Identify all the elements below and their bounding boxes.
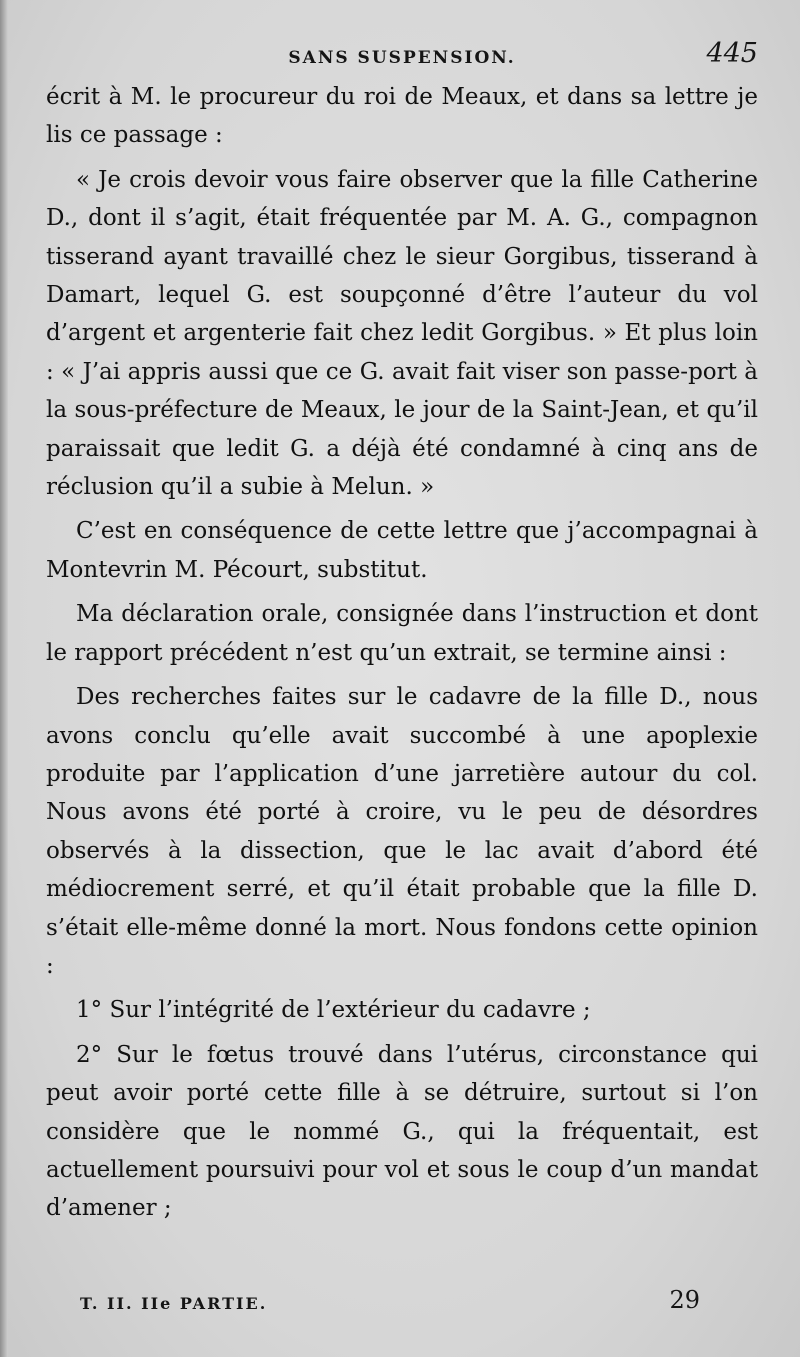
running-title: SANS SUSPENSION. bbox=[288, 48, 516, 68]
list-item-1: 1° Sur l’intégrité de l’extérieur du cadavre ; bbox=[76, 997, 591, 1024]
paragraph-findings: Des recherches faites sur le cadavre de la fille D., nous avons conclu qu’elle avait succombé à une apoplexie produite par l’application d’une jarretière autour du col. Nous avons été porté à croire, vu le peu de désordres observés à la dissection, que le lac avait d’abord été médiocrement serré, et qu’il était probable que la fille D. s’était elle-même donné la mort. Nous fondons cette opinion : bbox=[46, 684, 758, 979]
list-item-2: 2° Sur le fœtus trouvé dans l’utérus, circonstance qui peut avoir porté cette fille à se détruire, surtout si l’on considère que le nommé G., qui la fréquentait, est actuellement poursuivi pour vol et sous le coup d’un mandat d’amener ; bbox=[46, 1041, 758, 1222]
body-text bbox=[46, 78, 758, 1228]
page-gutter-shadow bbox=[0, 0, 8, 1357]
paragraph-continuation: écrit à M. le procureur du roi de Meaux, et dans sa lettre je lis ce passage : bbox=[46, 84, 758, 149]
paragraph-consequence: C’est en conséquence de cette lettre que j’accompagnai à Montevrin M. Pécourt, substitut. bbox=[46, 518, 758, 583]
sheet-number: 29 bbox=[669, 1286, 700, 1314]
page-number: 445 bbox=[706, 38, 758, 69]
page-footer bbox=[80, 1286, 700, 1320]
paragraph-letter-quote: « Je crois devoir vous faire observer que la fille Catherine D., dont il s’agit, était fréquentée par M. A. G., compagnon tisserand ayant travaillé chez le sieur Gorgibus, tisserand à Damart, lequel G. est soupçonné d’être l’auteur du vol d’argent et argenterie fait chez ledit Gorgibus. » Et plus loin : « J’ai appris aussi que ce G. avait fait viser son passe-port à la sous-préfecture de Meaux, le jour de la Saint-Jean, et qu’il paraissait que ledit G. a déjà été condamné à cinq ans de réclusion qu’il a subie à Melun. » bbox=[46, 166, 758, 501]
signature-mark: T. II. IIe PARTIE. bbox=[80, 1294, 268, 1313]
paragraph-declaration: Ma déclaration orale, consignée dans l’instruction et dont le rapport précédent n’est qu’un extrait, se termine ainsi : bbox=[46, 601, 758, 666]
page-header bbox=[46, 38, 758, 82]
